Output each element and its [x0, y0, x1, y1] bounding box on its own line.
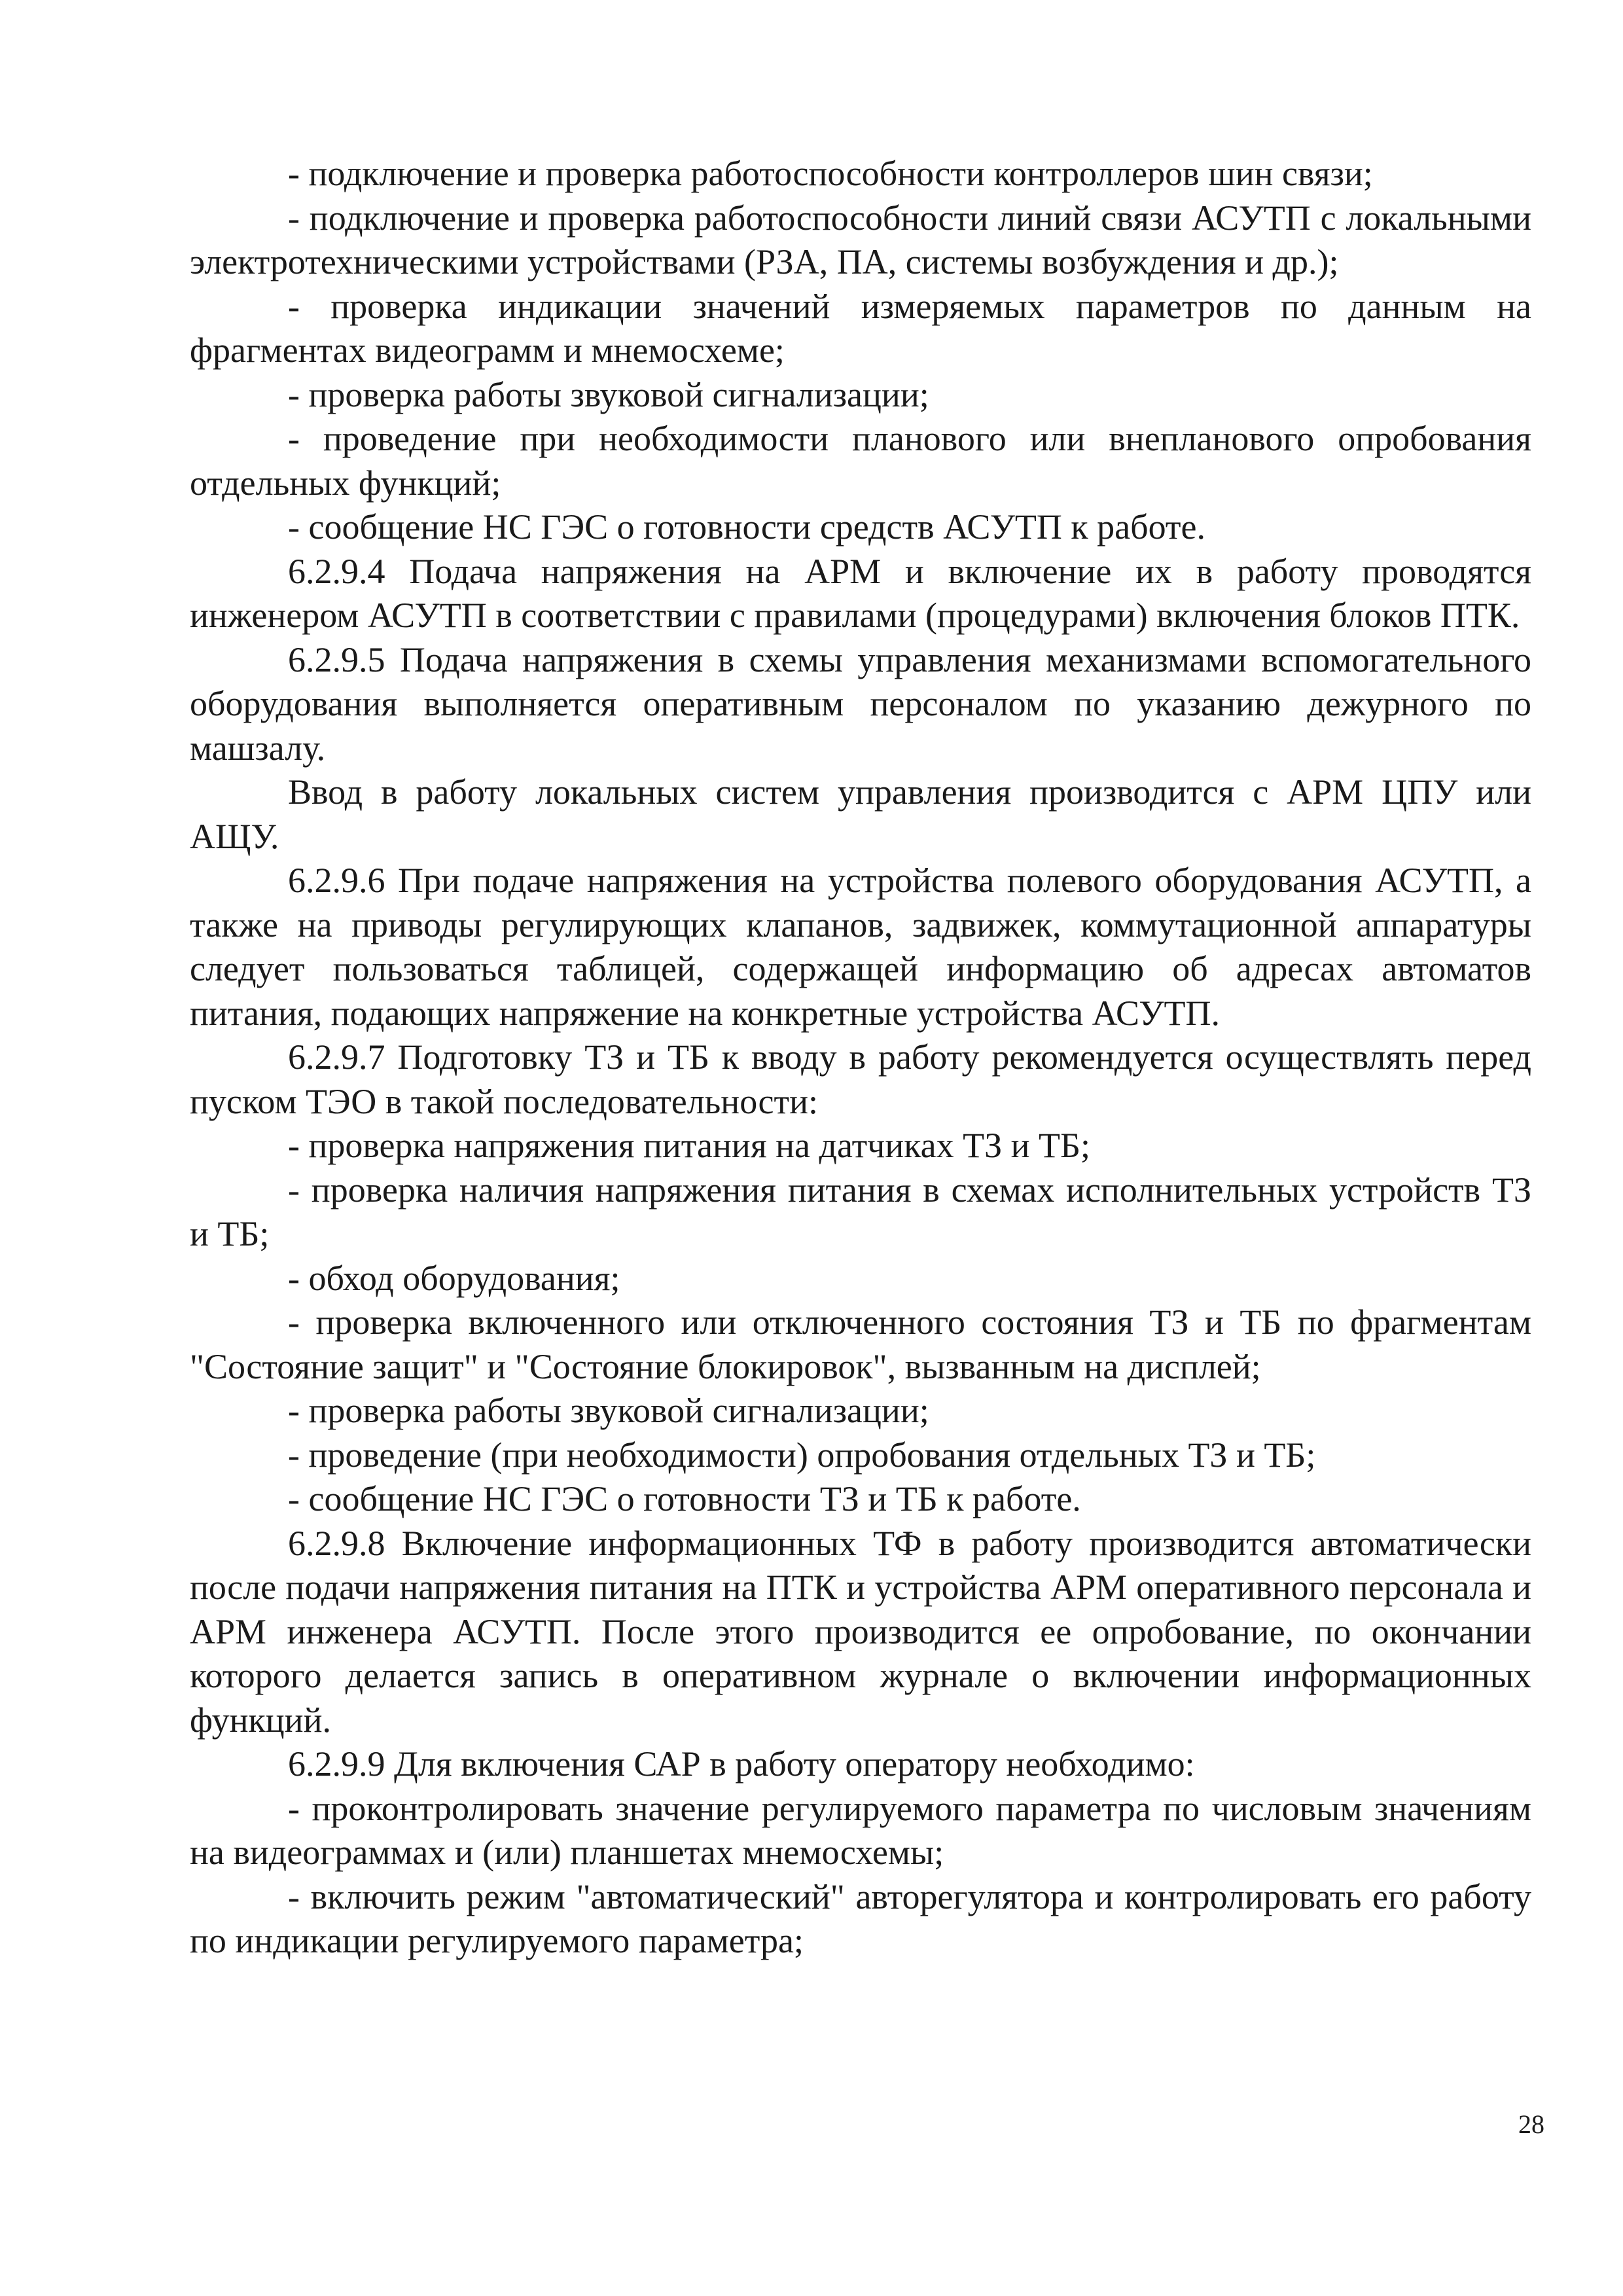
paragraph-17: - проведение (при необходимости) опробования отдельных ТЗ и ТБ;: [288, 1435, 1316, 1475]
paragraph-12: - проверка напряжения питания на датчиках ТЗ и ТБ;: [288, 1126, 1091, 1165]
paragraph-13: - проверка наличия напряжения питания в схемах исполнительных устройств ТЗ и ТБ;: [190, 1170, 1531, 1253]
paragraph-11: 6.2.9.7 Подготовку ТЗ и ТБ к вводу в работу рекомендуется осуществлять перед пуском ТЭО в такой последовательности:: [190, 1037, 1531, 1121]
paragraph-5: - проведение при необходимости планового или внепланового опробования отдельных функций;: [190, 419, 1531, 503]
paragraph-21: - проконтролировать значение регулируемого параметра по числовым значениям на видеограммах и (или) планшетах мнемосхемы;: [190, 1788, 1531, 1872]
paragraph-1: - подключение и проверка работоспособности контроллеров шин связи;: [288, 154, 1373, 193]
paragraph-3: - проверка индикации значений измеряемых параметров по данным на фрагментах видеограмм и мнемосхеме;: [190, 286, 1531, 370]
document-body: [190, 152, 1531, 1964]
paragraph-19: 6.2.9.8 Включение информационных ТФ в работу производится автоматически после подачи напряжения питания на ПТК и устройства АРМ оперативного персонала и АРМ инженера АСУТП. После этого производится ее опробование, по окончании которого делается запись в оперативном журнале о включении информационных функций.: [190, 1523, 1531, 1740]
paragraph-18: - сообщение НС ГЭС о готовности ТЗ и ТБ к работе.: [288, 1479, 1081, 1518]
page-number: 28: [1518, 2109, 1544, 2139]
paragraph-9: Ввод в работу локальных систем управления производится с АРМ ЦПУ или АЩУ.: [190, 772, 1531, 856]
paragraph-14: - обход оборудования;: [288, 1258, 620, 1298]
paragraph-2: - подключение и проверка работоспособности линий связи АСУТП с локальными электротехническими устройствами (РЗА, ПА, системы возбуждения и др.);: [190, 198, 1531, 281]
paragraph-22: - включить режим "автоматический" авторегулятора и контролировать его работу по индикации регулируемого параметра;: [190, 1876, 1531, 1960]
paragraph-7: 6.2.9.4 Подача напряжения на АРМ и включение их в работу проводятся инженером АСУТП в соответствии с правилами (процедурами) включения блоков ПТК.: [190, 551, 1531, 635]
paragraph-10: 6.2.9.6 При подаче напряжения на устройства полевого оборудования АСУТП, а также на приводы регулирующих клапанов, задвижек, коммутационной аппаратуры следует пользоваться таблицей, содержащей информацию об адресах автоматов питания, подающих напряжение на конкретные устройства АСУТП.: [190, 861, 1531, 1033]
paragraph-16: - проверка работы звуковой сигнализации;: [288, 1391, 929, 1430]
paragraph-6: - сообщение НС ГЭС о готовности средств АСУТП к работе.: [288, 507, 1205, 547]
paragraph-4: - проверка работы звуковой сигнализации;: [288, 374, 929, 414]
paragraph-20: 6.2.9.9 Для включения САР в работу оператору необходимо:: [288, 1744, 1195, 1784]
paragraph-8: 6.2.9.5 Подача напряжения в схемы управления механизмами вспомогательного оборудования выполняется оперативным персоналом по указанию дежурного по машзалу.: [190, 639, 1531, 768]
paragraph-15: - проверка включенного или отключенного состояния ТЗ и ТБ по фрагментам "Состояние защит" и "Состояние блокировок", вызванным на дисплей;: [190, 1302, 1531, 1386]
